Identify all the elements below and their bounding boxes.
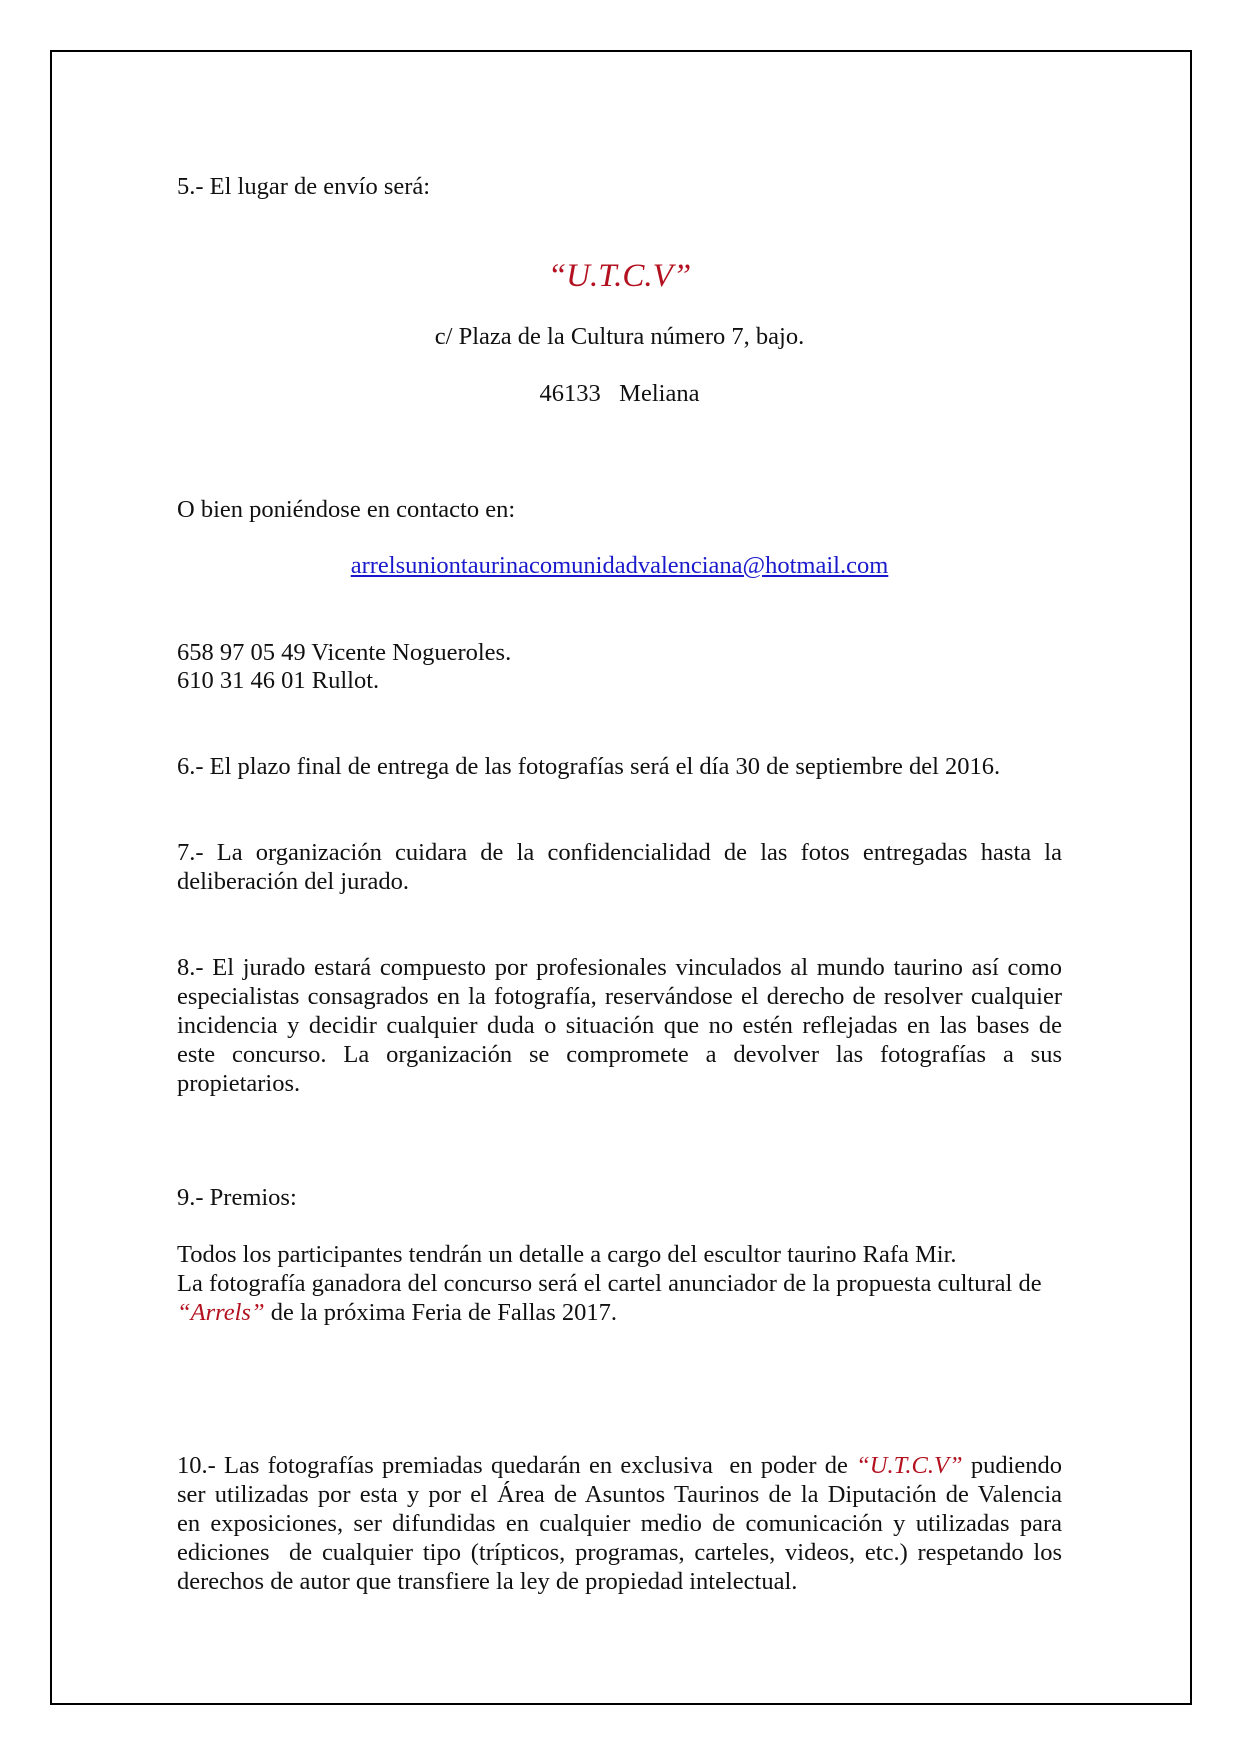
arrels-name: “Arrels” bbox=[177, 1299, 265, 1326]
section-10-line: derechos de autor que transfiere la ley de propiedad intelectual. bbox=[177, 1568, 798, 1595]
phone-2: 610 31 46 01 Rullot. bbox=[177, 667, 380, 694]
section-10-line bbox=[177, 1451, 1062, 1480]
address: c/ Plaza de la Cultura número 7, bajo. bbox=[434, 323, 805, 350]
utcv-name: “U.T.C.V” bbox=[856, 1452, 963, 1479]
contact-intro: O bien poniéndose en contacto en: bbox=[177, 496, 516, 523]
section-9-line: Todos los participantes tendrán un detalle a cargo del escultor taurino Rafa Mir. bbox=[177, 1241, 957, 1268]
email-line bbox=[177, 551, 1062, 580]
section-9-heading: 9.- Premios: bbox=[177, 1184, 297, 1211]
section-8-line: especialistas consagrados en la fotografía, reservándose el derecho de resolver cualquier bbox=[177, 983, 1062, 1010]
email-link[interactable]: arrelsuniontaurinacomunidadvalenciana@hotmail.com bbox=[350, 552, 889, 579]
section-6: 6.- El plazo final de entrega de las fotografías será el día 30 de septiembre del 2016. bbox=[177, 753, 1001, 780]
section-10-line: ediciones de cualquier tipo (trípticos, programas, carteles, videos, etc.) respetando los bbox=[177, 1539, 1062, 1566]
section-10-text: 10.- Las fotografías premiadas quedarán en exclusiva en poder de bbox=[177, 1452, 857, 1479]
section-9-line bbox=[177, 1298, 1062, 1327]
section-5-heading: 5.- El lugar de envío será: bbox=[177, 173, 431, 200]
section-9-line: La fotografía ganadora del concurso será el cartel anunciador de la propuesta cultural de bbox=[177, 1270, 1042, 1297]
section-10-line: en exposiciones, ser difundidas en cualquier medio de comunicación y utilizadas para bbox=[177, 1510, 1062, 1537]
section-9-text: de la próxima Feria de Fallas 2017. bbox=[264, 1299, 618, 1326]
postal-code-city: 46133 Meliana bbox=[539, 380, 700, 407]
section-8-line: este concurso. La organización se compromete a devolver las fotografías a sus bbox=[177, 1041, 1062, 1068]
section-10-line: ser utilizadas por esta y por el Área de Asuntos Taurinos de la Diputación de Valencia bbox=[177, 1481, 1062, 1508]
section-8-line: incidencia y decidir cualquier duda o situación que no estén reflejadas en las bases de bbox=[177, 1012, 1062, 1039]
section-7-line: deliberación del jurado. bbox=[177, 868, 409, 895]
section-8-line: propietarios. bbox=[177, 1070, 301, 1097]
section-8-line: 8.- El jurado estará compuesto por profesionales vinculados al mundo taurino así como bbox=[177, 954, 1062, 981]
section-10-text: pudiendo bbox=[962, 1452, 1063, 1479]
section-7-line: 7.- La organización cuidara de la confidencialidad de las fotos entregadas hasta la bbox=[177, 839, 1062, 866]
phone-1: 658 97 05 49 Vicente Nogueroles. bbox=[177, 639, 512, 666]
org-name: “U.T.C.V” bbox=[547, 258, 692, 294]
